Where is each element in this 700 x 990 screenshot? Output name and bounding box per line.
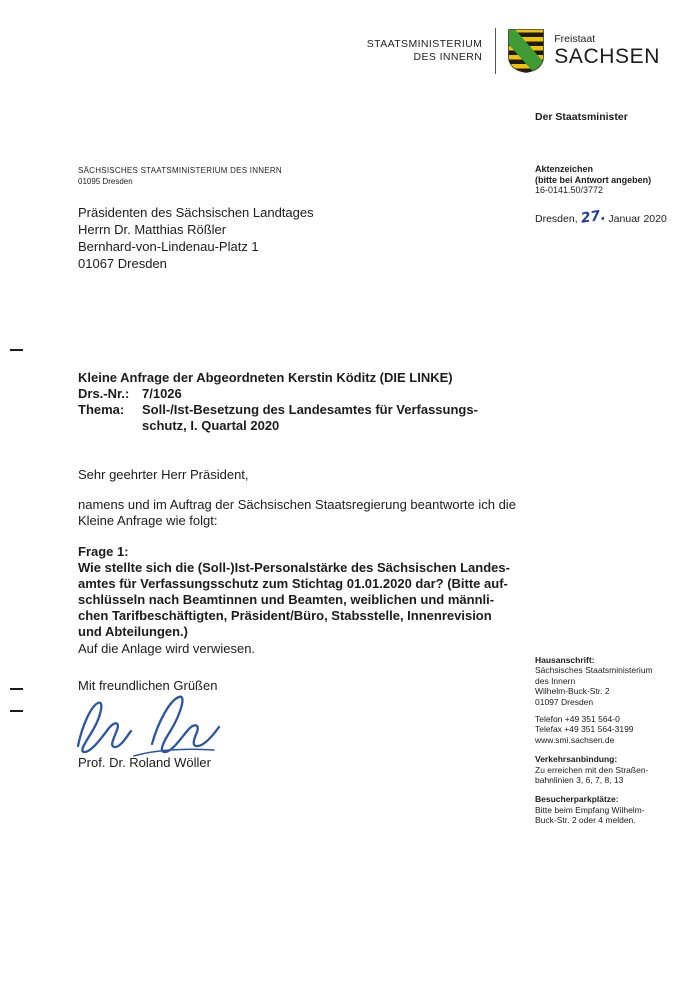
hausanschrift-line: 01097 Dresden — [535, 696, 594, 707]
sidebar-contact — [535, 714, 675, 745]
state-name — [554, 33, 660, 69]
state-name-large: SACHSEN — [554, 45, 660, 68]
ministry-logo — [367, 28, 660, 74]
fold-mark — [10, 710, 23, 712]
recipient-line: Bernhard-von-Lindenau-Platz 1 — [78, 239, 259, 254]
handwritten-day: 27. — [579, 207, 607, 227]
contact-line: Telefax +49 351 564-3199 — [535, 724, 634, 735]
hausanschrift-label: Hausanschrift: — [535, 655, 595, 665]
parken-line: Buck-Str. 2 oder 4 melden. — [535, 815, 636, 826]
drs-value: 7/1026 — [142, 386, 182, 401]
intro-paragraph — [78, 497, 516, 529]
question-line: amtes für Verfassungsschutz zum Stichtag 01.01.2020 dar? (Bitte auf- — [78, 576, 508, 591]
recipient-line: Herrn Dr. Matthias Rößler — [78, 222, 227, 237]
date-rest: Januar 2020 — [608, 213, 667, 225]
handwritten-signature — [64, 684, 244, 766]
aktenzeichen-value: 16-0141.50/3772 — [535, 185, 604, 195]
date-prefix: Dresden, — [535, 213, 578, 225]
return-address-line1: SÄCHSISCHES STAATSMINISTERIUM DES INNERN — [78, 166, 282, 175]
fold-mark — [10, 688, 23, 690]
answer-line: Auf die Anlage wird verwiesen. — [78, 641, 256, 656]
parken-label: Besucherparkplätze: — [535, 794, 619, 805]
hausanschrift-line: Wilhelm-Buck-Str. 2 — [535, 686, 610, 697]
recipient-line: Präsidenten des Sächsischen Landtages — [78, 205, 314, 220]
thema-label-spacer — [78, 418, 142, 434]
parken-line: Bitte beim Empfang Wilhelm- — [535, 804, 645, 815]
recipient-line: 01067 Dresden — [78, 256, 167, 271]
closing-line: Mit freundlichen Grüßen — [78, 678, 218, 693]
contact-line: Telefon +49 351 564-0 — [535, 714, 620, 725]
ministry-name-line2: DES INNERN — [413, 51, 483, 63]
return-address-line2: 01095 Dresden — [78, 177, 133, 186]
sidebar-verkehrsanbindung — [535, 754, 675, 785]
aktenzeichen-note: (bitte bei Antwort angeben) — [535, 174, 652, 185]
question-line: schlüsseln nach Beamtinnen und Beamten, weiblichen und männli- — [78, 592, 495, 607]
question-block — [78, 544, 510, 640]
verkehr-line: Zu erreichen mit den Straßen- — [535, 764, 649, 775]
saxony-coat-of-arms-icon — [507, 28, 545, 74]
verkehr-line: bahnlinien 3, 6, 7, 8, 13 — [535, 775, 624, 786]
contact-line: www.smi.sachsen.de — [535, 734, 615, 745]
date-line — [535, 207, 667, 227]
subject-title: Kleine Anfrage der Abgeordneten Kerstin Köditz (DIE LINKE) — [78, 370, 453, 385]
ministry-name-line1: STAATSMINISTERIUM — [366, 38, 483, 50]
thema-label: Thema: — [78, 402, 125, 417]
recipient-address — [78, 204, 314, 272]
signer-name: Prof. Dr. Roland Wöller — [78, 755, 211, 770]
minister-title: Der Staatsminister — [535, 111, 628, 123]
question-line: Wie stellte sich die (Soll-)Ist-Personalstärke des Sächsischen Landes- — [78, 560, 510, 575]
drs-label: Drs.-Nr.: — [78, 386, 130, 401]
intro-line: Kleine Anfrage wie folgt: — [78, 513, 218, 528]
sidebar-hausanschrift — [535, 655, 675, 707]
fold-mark — [10, 349, 23, 351]
subject-block — [78, 370, 478, 434]
ministry-name — [367, 38, 483, 64]
question-line: chen Tarifbeschäftigten, Präsident/Büro, Stabsstelle, Innenrevision — [78, 608, 492, 623]
thema-line1: Soll-/Ist-Besetzung des Landesamtes für Verfassungs- — [142, 402, 478, 417]
contact-sidebar — [535, 655, 675, 833]
salutation: Sehr geehrter Herr Präsident, — [78, 467, 249, 482]
hausanschrift-line: Sächsisches Staatsministerium — [535, 665, 653, 676]
question-label: Frage 1: — [78, 544, 129, 559]
question-line: und Abteilungen.) — [78, 624, 188, 639]
thema-line2: schutz, I. Quartal 2020 — [142, 418, 280, 433]
return-address — [78, 166, 282, 186]
logo-divider — [495, 28, 496, 74]
state-name-small: Freistaat — [554, 33, 596, 45]
file-reference-block — [535, 164, 651, 196]
verkehr-label: Verkehrsanbindung: — [535, 754, 618, 765]
sidebar-besucherparkplaetze — [535, 794, 675, 825]
intro-line: namens und im Auftrag der Sächsischen Staatsregierung beantworte ich die — [78, 497, 516, 512]
hausanschrift-line: des Innern — [535, 675, 576, 686]
aktenzeichen-label: Aktenzeichen — [535, 164, 594, 174]
